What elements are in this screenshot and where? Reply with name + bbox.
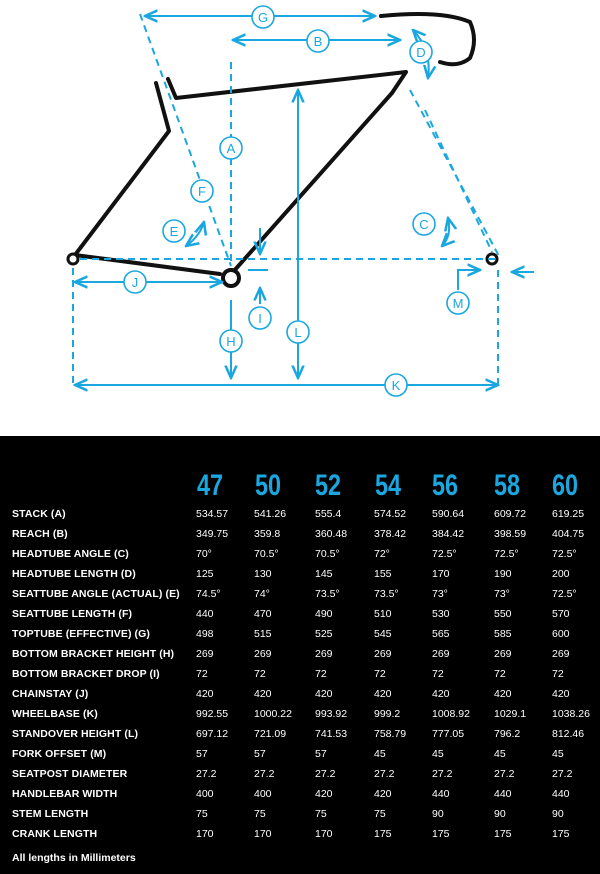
spec-value: 360.48 [315,528,348,540]
spec-row [0,544,600,564]
spec-value: 440 [432,788,450,800]
spec-value: 269 [315,648,333,660]
svg-text:H: H [226,334,236,349]
spec-label: SEATTUBE ANGLE (ACTUAL) (E) [12,588,180,600]
spec-value: 619.25 [552,508,585,520]
spec-value: 378.42 [374,528,407,540]
spec-value: 90 [494,808,506,820]
spec-value: 420 [374,688,392,700]
spec-row [0,584,600,604]
spec-label: SEATPOST DIAMETER [12,768,128,780]
svg-text:C: C [419,217,429,232]
badge-h [220,330,242,352]
spec-value: 75 [196,808,208,820]
spec-value: 530 [432,608,450,620]
spec-value: 404.75 [552,528,585,540]
spec-value: 758.79 [374,728,407,740]
svg-text:B: B [313,34,323,49]
spec-value: 269 [552,648,570,660]
spec-value: 269 [432,648,450,660]
spec-row [0,664,600,684]
spec-value: 72 [432,668,444,680]
spec-value: 1008.92 [432,708,470,720]
spec-label: HANDLEBAR WIDTH [12,788,118,800]
spec-value: 490 [315,608,333,620]
spec-value: 90 [432,808,444,820]
spec-value: 72 [196,668,208,680]
spec-value: 1038.26 [552,708,590,720]
spec-row [0,524,600,544]
bottom-bracket [223,270,239,286]
spec-row [0,704,600,724]
badge-k [385,374,407,396]
spec-label: TOPTUBE (EFFECTIVE) (G) [12,628,151,640]
size-column-header: 56 [431,469,459,502]
spec-value: 470 [254,608,272,620]
spec-row [0,684,600,704]
seatstay-chainstay [75,83,220,274]
spec-value: 70° [196,548,212,560]
spec-value: 565 [432,628,450,640]
spec-value: 777.05 [432,728,465,740]
spec-value: 75 [254,808,266,820]
size-column-header: 50 [254,469,282,502]
spec-row [0,644,600,664]
spec-value: 170 [432,568,450,580]
spec-value: 70.5° [315,548,340,560]
spec-value: 359.8 [254,528,281,540]
badge-j [124,271,146,293]
svg-text:I: I [258,311,262,326]
spec-value: 27.2 [254,768,275,780]
badge-f [191,180,213,202]
spec-value: 555.4 [315,508,342,520]
spec-label: BOTTOM BRACKET DROP (I) [12,668,160,680]
spec-row [0,604,600,624]
spec-label: WHEELBASE (K) [12,708,98,720]
spec-label: STANDOVER HEIGHT (L) [12,728,139,740]
svg-text:E: E [169,224,179,239]
badge-d [410,41,432,63]
spec-value: 200 [552,568,570,580]
spec-value: 57 [315,748,327,760]
size-column-header: 60 [551,469,579,502]
badge-c [413,213,435,235]
spec-value: 796.2 [494,728,521,740]
spec-value: 1000.22 [254,708,292,720]
spec-value: 125 [196,568,214,580]
spec-value: 269 [254,648,272,660]
spec-value: 269 [494,648,512,660]
spec-value: 741.53 [315,728,348,740]
dashed-guides [73,14,500,384]
spec-value: 72.5° [552,548,577,560]
spec-row [0,624,600,644]
spec-row [0,764,600,784]
spec-value: 349.75 [196,528,229,540]
svg-text:J: J [131,275,139,290]
size-column-header: 54 [374,469,402,502]
spec-label: HEADTUBE LENGTH (D) [12,568,136,580]
svg-text:K: K [391,378,401,393]
spec-value: 57 [196,748,208,760]
spec-value: 420 [552,688,570,700]
spec-value: 420 [374,788,392,800]
spec-value: 175 [374,828,392,840]
badge-e [163,220,185,242]
spec-value: 45 [432,748,444,760]
spec-rows [0,504,600,844]
spec-value: 420 [254,688,272,700]
geometry-diagram [0,0,600,436]
svg-text:M: M [452,296,464,311]
spec-value: 175 [432,828,450,840]
spec-row [0,784,600,804]
spec-value: 384.42 [432,528,465,540]
svg-text:F: F [198,184,206,199]
badge-a [220,137,242,159]
spec-value: 72 [552,668,564,680]
frame-geometry-svg [0,0,600,436]
spec-value: 510 [374,608,392,620]
spec-value: 27.2 [432,768,453,780]
spec-value: 574.52 [374,508,407,520]
spec-value: 45 [374,748,386,760]
spec-value: 45 [552,748,564,760]
spec-value: 90 [552,808,564,820]
spec-value: 27.2 [494,768,515,780]
spec-row [0,724,600,744]
spec-value: 175 [552,828,570,840]
spec-value: 1029.1 [494,708,527,720]
spec-value: 74° [254,588,270,600]
svg-text:A: A [226,141,236,156]
spec-value: 525 [315,628,333,640]
spec-value: 420 [315,788,333,800]
spec-row [0,504,600,524]
spec-row [0,824,600,844]
spec-value: 269 [196,648,214,660]
spec-value: 541.26 [254,508,287,520]
spec-value: 269 [374,648,392,660]
spec-value: 420 [432,688,450,700]
spec-value: 72.5° [432,548,457,560]
spec-value: 440 [552,788,570,800]
spec-label: STEM LENGTH [12,808,89,820]
spec-value: 72.5° [552,588,577,600]
spec-value: 27.2 [552,768,573,780]
dim-m [458,270,480,290]
spec-value: 73.5° [374,588,399,600]
spec-value: 130 [254,568,272,580]
size-column-header: 58 [493,469,521,502]
spec-value: 534.57 [196,508,229,520]
spec-value: 75 [374,808,386,820]
spec-value: 570 [552,608,570,620]
spec-value: 440 [196,608,214,620]
spec-row [0,804,600,824]
spec-row [0,564,600,584]
spec-value: 170 [254,828,272,840]
spec-label: REACH (B) [12,528,68,540]
spec-value: 440 [494,788,512,800]
spec-value: 585 [494,628,512,640]
dim-c [442,218,449,246]
spec-value: 609.72 [494,508,527,520]
spec-value: 73° [494,588,510,600]
badge-i [249,307,271,329]
spec-row [0,744,600,764]
spec-value: 420 [315,688,333,700]
spec-label: SEATTUBE LENGTH (F) [12,608,133,620]
spec-label: HEADTUBE ANGLE (C) [12,548,129,560]
spec-value: 175 [494,828,512,840]
spec-value: 27.2 [374,768,395,780]
spec-value: 398.59 [494,528,527,540]
svg-text:L: L [294,325,302,340]
spec-value: 812.46 [552,728,585,740]
spec-label: FORK OFFSET (M) [12,748,107,760]
badge-b [307,30,329,52]
badge-m [447,292,469,314]
size-header-row [0,466,600,506]
spec-value: 697.12 [196,728,229,740]
spec-value: 550 [494,608,512,620]
spec-value: 400 [196,788,214,800]
spec-label: CRANK LENGTH [12,828,98,840]
spec-value: 545 [374,628,392,640]
svg-text:D: D [416,45,426,60]
spec-value: 72 [494,668,506,680]
spec-value: 170 [196,828,214,840]
spec-value: 600 [552,628,570,640]
spec-value: 992.55 [196,708,229,720]
spec-value: 72° [374,548,390,560]
spec-label: STACK (A) [12,508,66,520]
spec-value: 190 [494,568,512,580]
spec-value: 72 [254,668,266,680]
spec-value: 498 [196,628,214,640]
spec-value: 420 [196,688,214,700]
badge-l [287,321,309,343]
spec-value: 73° [432,588,448,600]
spec-value: 70.5° [254,548,279,560]
badge-g [252,6,274,28]
spec-value: 75 [315,808,327,820]
spec-value: 72 [374,668,386,680]
spec-value: 72.5° [494,548,519,560]
spec-value: 27.2 [196,768,217,780]
spec-value: 721.09 [254,728,287,740]
spec-label: CHAINSTAY (J) [12,688,89,700]
spec-value: 72 [315,668,327,680]
spec-label: BOTTOM BRACKET HEIGHT (H) [12,648,175,660]
svg-text:G: G [257,10,269,25]
size-column-header: 52 [314,469,342,502]
spec-value: 420 [494,688,512,700]
dim-e [186,222,204,246]
spec-value: 155 [374,568,392,580]
main-triangle [168,72,406,272]
spec-value: 74.5° [196,588,221,600]
spec-value: 145 [315,568,333,580]
spec-value: 170 [315,828,333,840]
spec-value: 999.2 [374,708,401,720]
spec-value: 27.2 [315,768,336,780]
rear-axle [68,254,78,264]
spec-value: 515 [254,628,272,640]
footnote: All lengths in Millimeters [12,852,136,864]
spec-value: 400 [254,788,272,800]
geometry-table [0,436,600,874]
spec-value: 590.64 [432,508,465,520]
spec-value: 57 [254,748,266,760]
spec-value: 73.5° [315,588,340,600]
spec-value: 993.92 [315,708,348,720]
spec-value: 45 [494,748,506,760]
size-column-header: 47 [196,469,224,502]
